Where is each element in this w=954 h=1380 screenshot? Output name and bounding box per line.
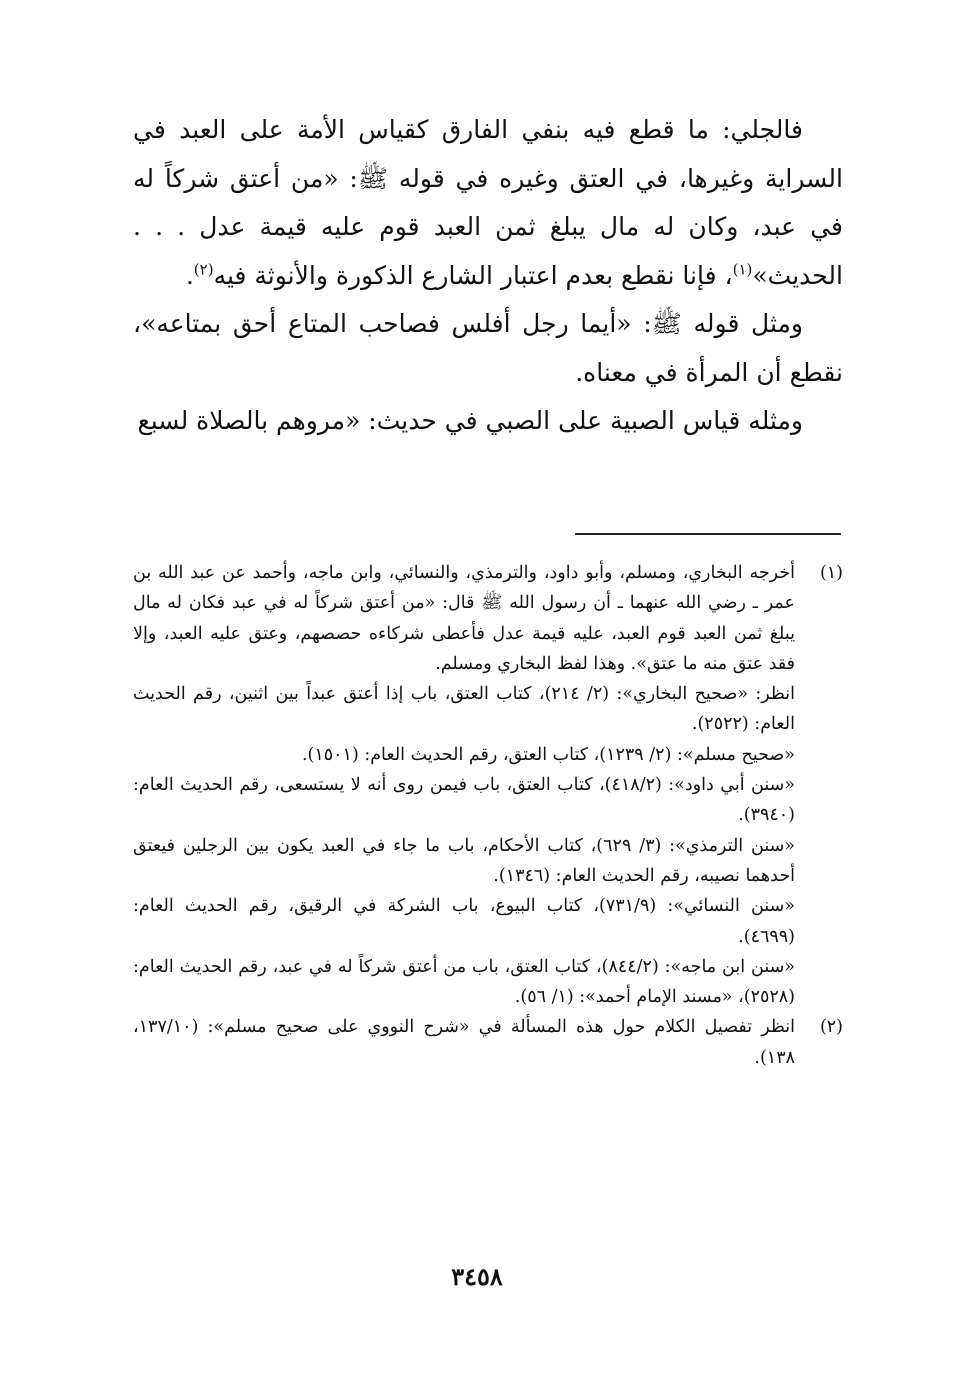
paragraph-1-end: .	[185, 260, 194, 290]
footnote-separator	[575, 533, 841, 535]
footnote-1-line: «صحيح مسلم»: (٢/ ١٢٣٩)، كتاب العتق، رقم الحديث العام: (١٥٠١).	[301, 744, 795, 765]
footnotes	[133, 558, 843, 1073]
footnote-1-line: «سنن الترمذي»: (٣/ ٦٢٩)، كتاب الأحكام، باب ما جاء في العبد يكون بين الرجلين فيعتق أحدهما نصيبه، رقم الحديث العام: (١٣٤٦).	[133, 835, 795, 886]
footnote-1-line: انظر: «صحيح البخاري»: (٢/ ٢١٤)، كتاب العتق، باب إذا أعتق عبداً بين اثنين، رقم الحديث العام: (٢٥٢٢).	[133, 684, 795, 735]
paragraph-1-continuation: ، فإنا نقطع بعدم اعتبار الشارع الذكورة والأنوثة فيه	[213, 260, 733, 290]
footnote-1-line: «سنن النسائي»: (٧٣١/٩)، كتاب البيوع، باب الشركة في الرقيق، رقم الحديث العام: (٤٦٩٩).	[133, 896, 795, 947]
footnote-2-number: (٢)	[819, 1017, 843, 1038]
paragraph-3: ومثله قياس الصبية على الصبي في حديث: «مروهم بالصلاة لسبع	[137, 406, 803, 435]
footnote-ref-2[interactable]: (٢)	[193, 260, 214, 279]
footnote-1-line: أخرجه البخاري، ومسلم، وأبو داود، والترمذي، والنسائي، وابن ماجه، وأحمد عن عبد الله بن عمر ـ رضي الله عنهما ـ أن رسول الله ﷺ قال: «من أعتق شركاً له في عبد فكان له مال يبلغ ثمن العبد قوم العبد، عليه قيمة عدل فأعطى شركاءه حصصهم، وعتق عليه العبد، وإلا فقد عتق منه ما عتق». وهذا لفظ البخاري ومسلم.	[133, 563, 795, 674]
footnote-2-line: انظر تفصيل الكلام حول هذه المسألة في «شرح النووي على صحيح مسلم»: (١٣٧/١٠، ١٣٨).	[133, 1017, 795, 1068]
main-text	[133, 106, 843, 446]
footnote-1-line: «سنن أبي داود»: (٤١٨/٢)، كتاب العتق، باب فيمن روى أنه لا يستسعى، رقم الحديث العام: (٣٩٤٠).	[133, 775, 795, 826]
paragraph-1-text: فالجلي: ما قطع فيه بنفي الفارق كقياس الأمة على العبد في السراية وغيرها، في العتق وغيره في قوله ﷺ: «من أعتق شركاً له في عبد، وكان له مال يبلغ ثمن العبد قوم عليه قيمة عدل . . . الحديث»	[133, 115, 843, 290]
footnote-2-body	[133, 1012, 795, 1073]
footnote-2	[133, 1012, 843, 1073]
paragraph-2: ومثل قوله ﷺ: «أيما رجل أفلس فصاحب المتاع أحق بمتاعه»، نقطع أن المرأة في معناه.	[133, 309, 843, 387]
footnote-1-number: (١)	[819, 563, 843, 583]
footnote-1-line: «سنن ابن ماجه»: (٨٤٤/٢)، كتاب العتق، باب من أعتق شركاً له في عبد، رقم الحديث العام: (٢٥٢٨)، «مسند الإمام أحمد»: (١/ ٥٦).	[133, 956, 795, 1008]
paragraph-1	[133, 106, 843, 300]
footnote-1	[133, 558, 843, 1012]
footnote-ref-1[interactable]: (١)	[732, 260, 753, 279]
footnote-1-body	[133, 558, 795, 1012]
page-number: ٣٤٥٨	[451, 1262, 503, 1291]
